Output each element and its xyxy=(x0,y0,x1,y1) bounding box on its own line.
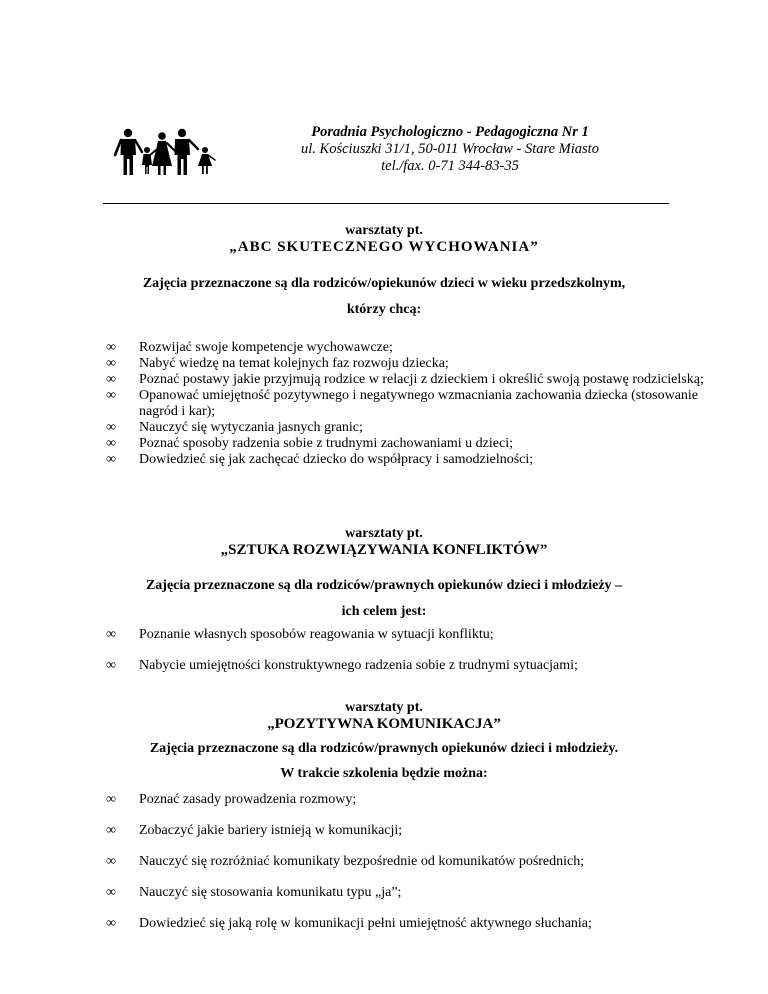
section3-intro: Zajęcia przeznaczone są dla rodziców/prawnych opiekunów dzieci i młodzieży. xyxy=(149,741,619,756)
infinity-bullet-icon: ∞ xyxy=(106,885,116,900)
list-item: ∞ Zobaczyć jakie bariery istnieją w komunikacji; xyxy=(106,823,403,838)
list-item: ∞ Nauczyć się wytyczania jasnych granic; xyxy=(106,420,363,435)
list-item: ∞ Nauczyć się rozróżniać komunikaty bezpośrednie od komunikatów pośrednich; xyxy=(106,854,585,869)
section2-intro: Zajęcia przeznaczone są dla rodziców/prawnych opiekunów dzieci i młodzieży – xyxy=(145,578,623,593)
section1-title: „ABC SKUTECZNEGO WYCHOWANIA” xyxy=(229,239,539,255)
infinity-bullet-icon: ∞ xyxy=(106,916,116,931)
infinity-bullet-icon: ∞ xyxy=(106,658,116,673)
section2-intro-cont: ich celem jest: xyxy=(341,604,427,619)
section1-intro: Zajęcia przeznaczone są dla rodziców/opiekunów dzieci w wieku przedszkolnym, xyxy=(142,276,626,291)
list-item: ∞ Poznać zasady prowadzenia rozmowy; xyxy=(106,792,357,807)
infinity-bullet-icon: ∞ xyxy=(106,627,116,642)
list-item: ∞ Dowiedzieć się jaką rolę w komunikacji pełni umiejętność aktywnego słuchania; xyxy=(106,916,592,931)
infinity-bullet-icon: ∞ xyxy=(106,792,116,807)
list-item: ∞ Dowiedzieć się jak zachęcać dziecko do współpracy i samodzielności; xyxy=(106,452,534,467)
section3-list xyxy=(106,792,706,947)
list-item: ∞ Nauczyć się stosowania komunikatu typu „ja”; xyxy=(106,885,402,900)
list-item: ∞ Nabycie umiejętności konstruktywnego radzenia sobie z trudnymi sytuacjami; xyxy=(106,658,578,673)
institution-phone: tel./fax. 0-71 344-83-35 xyxy=(381,158,519,174)
institution-name: Poradnia Psychologiczno - Pedagogiczna Nr 1 xyxy=(311,124,589,140)
section2-kicker: warsztaty pt. xyxy=(345,526,423,541)
section3-kicker: warsztaty pt. xyxy=(345,700,423,715)
header-divider xyxy=(103,203,669,204)
list-item: ∞ Rozwijać swoje kompetencje wychowawcze; xyxy=(106,340,393,355)
section2-list xyxy=(106,627,706,689)
section3-title: „POZYTYWNA KOMUNIKACJA” xyxy=(267,716,501,732)
infinity-bullet-icon: ∞ xyxy=(106,388,116,403)
institution-address: ul. Kościuszki 31/1, 50-011 Wrocław - Stare Miasto xyxy=(301,141,599,157)
infinity-bullet-icon: ∞ xyxy=(106,452,116,467)
infinity-bullet-icon: ∞ xyxy=(106,420,116,435)
list-item: ∞ Poznanie własnych sposobów reagowania w sytuacji konfliktu; xyxy=(106,627,494,642)
section1-intro-cont: którzy chcą: xyxy=(346,302,422,317)
section1-kicker: warsztaty pt. xyxy=(345,223,423,238)
infinity-bullet-icon: ∞ xyxy=(106,436,116,451)
infinity-bullet-icon: ∞ xyxy=(106,340,116,355)
infinity-bullet-icon: ∞ xyxy=(106,356,116,371)
list-item: ∞ Nabyć wiedzę na temat kolejnych faz rozwoju dziecka; xyxy=(106,356,449,371)
list-item: ∞ Poznać postawy jakie przyjmują rodzice w relacji z dzieckiem i określić swoją postawę rodzicielską; xyxy=(106,372,704,387)
infinity-bullet-icon: ∞ xyxy=(106,823,116,838)
list-item: ∞ Poznać sposoby radzenia sobie z trudnymi zachowaniami u dzieci; xyxy=(106,436,513,451)
infinity-bullet-icon: ∞ xyxy=(106,372,116,387)
infinity-bullet-icon: ∞ xyxy=(106,854,116,869)
section1-list xyxy=(106,340,706,468)
family-logo xyxy=(112,128,218,176)
institution-header xyxy=(230,124,670,175)
section2-title: „SZTUKA ROZWIĄZYWANIA KONFLIKTÓW” xyxy=(220,542,548,558)
list-item: ∞ Opanować umiejętność pozytywnego i negatywnego wzmacniania zachowania dziecka (stosowanie nagród i kar); xyxy=(106,388,699,419)
section3-intro-cont: W trakcie szkolenia będzie można: xyxy=(280,766,488,781)
